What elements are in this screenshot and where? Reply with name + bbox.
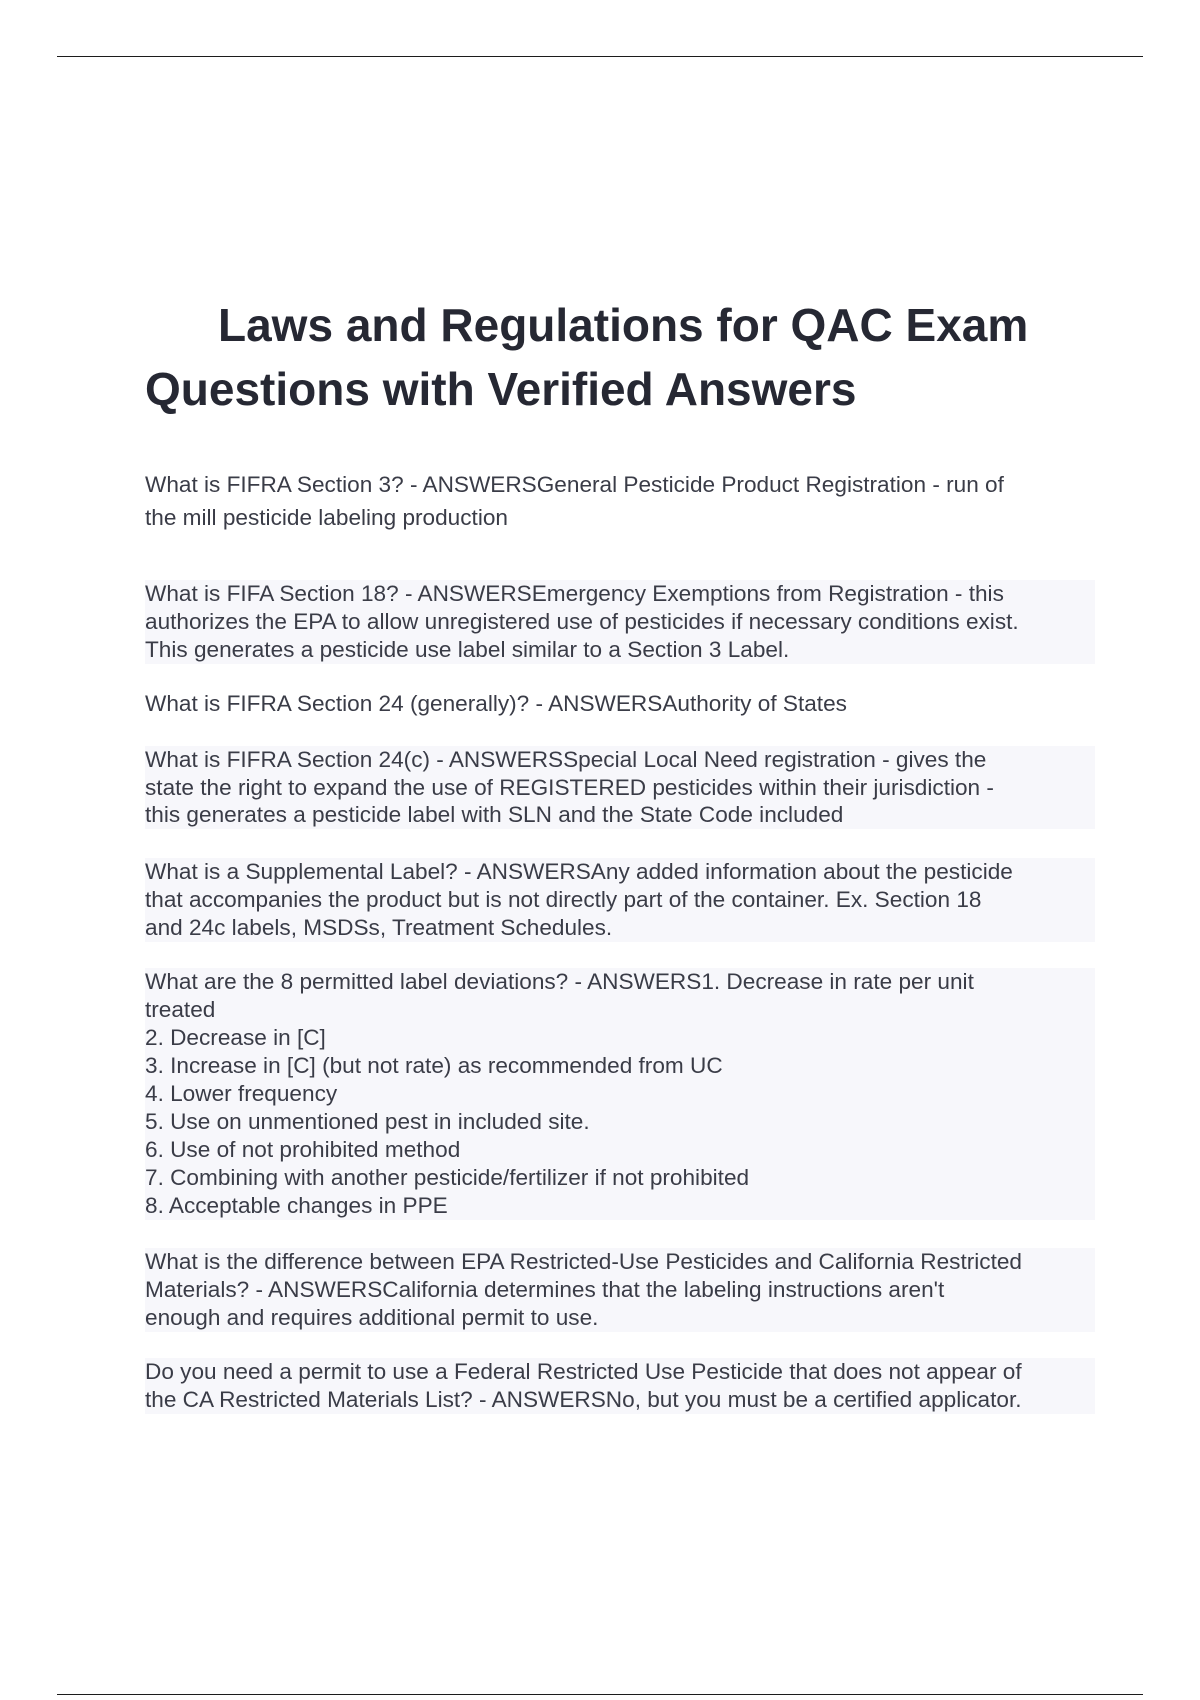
qa-item-fifra-section-3 xyxy=(145,468,1095,534)
qa-line: 2. Decrease in [C] xyxy=(145,1025,326,1050)
title-line-2: Questions with Verified Answers xyxy=(145,363,857,415)
qa-line: the CA Restricted Materials List? - ANSWERSNo, but you must be a certified applicator. xyxy=(145,1387,1022,1412)
qa-line: What is FIFRA Section 24(c) - ANSWERSSpecial Local Need registration - gives the xyxy=(145,747,987,772)
qa-line: Materials? - ANSWERSCalifornia determines that the labeling instructions aren't xyxy=(145,1277,945,1302)
qa-item-section-18 xyxy=(145,580,1095,664)
qa-line: the mill pesticide labeling production xyxy=(145,505,508,530)
qa-line: 8. Acceptable changes in PPE xyxy=(145,1193,448,1218)
qa-item-section-24c xyxy=(145,746,1095,829)
qa-line: treated xyxy=(145,997,216,1022)
qa-line: 4. Lower frequency xyxy=(145,1081,338,1106)
qa-item-section-24 xyxy=(145,690,1095,718)
qa-line: and 24c labels, MSDSs, Treatment Schedules. xyxy=(145,915,613,940)
qa-line: that accompanies the product but is not directly part of the container. Ex. Section 18 xyxy=(145,887,982,912)
qa-line: What is FIFRA Section 3? - ANSWERSGeneral Pesticide Product Registration - run of xyxy=(145,472,1004,497)
qa-line: authorizes the EPA to allow unregistered use of pesticides if necessary conditions exist. xyxy=(145,609,1019,634)
qa-line: state the right to expand the use of REGISTERED pesticides within their jurisdiction - xyxy=(145,774,994,800)
bottom-rule xyxy=(57,1694,1143,1695)
qa-line: 7. Combining with another pesticide/fertilizer if not prohibited xyxy=(145,1165,750,1190)
qa-line: What is a Supplemental Label? - ANSWERSAny added information about the pesticide xyxy=(145,859,1013,884)
page-title xyxy=(145,293,1125,421)
qa-line: What is the difference between EPA Restricted-Use Pesticides and California Restricted xyxy=(145,1249,1022,1274)
qa-line: 5. Use on unmentioned pest in included site. xyxy=(145,1109,590,1134)
qa-item-label-deviations xyxy=(145,968,1095,1220)
qa-line: Do you need a permit to use a Federal Restricted Use Pesticide that does not appear of xyxy=(145,1359,1022,1384)
qa-line: this generates a pesticide label with SLN and the State Code included xyxy=(145,802,844,827)
qa-item-epa-vs-california xyxy=(145,1248,1095,1332)
qa-line: This generates a pesticide use label similar to a Section 3 Label. xyxy=(145,637,790,662)
qa-line: What is FIFRA Section 24 (generally)? - ANSWERSAuthority of States xyxy=(145,691,847,716)
qa-item-supplemental-label xyxy=(145,858,1095,942)
qa-item-federal-permit xyxy=(145,1358,1095,1414)
qa-line: enough and requires additional permit to use. xyxy=(145,1305,599,1330)
top-rule xyxy=(57,56,1143,57)
qa-line: What is FIFA Section 18? - ANSWERSEmergency Exemptions from Registration - this xyxy=(145,581,1004,606)
qa-line: 6. Use of not prohibited method xyxy=(145,1137,461,1162)
qa-line: What are the 8 permitted label deviations? - ANSWERS1. Decrease in rate per unit xyxy=(145,969,974,994)
title-line-1: Laws and Regulations for QAC Exam xyxy=(218,299,1029,351)
qa-line: 3. Increase in [C] (but not rate) as recommended from UC xyxy=(145,1053,723,1078)
